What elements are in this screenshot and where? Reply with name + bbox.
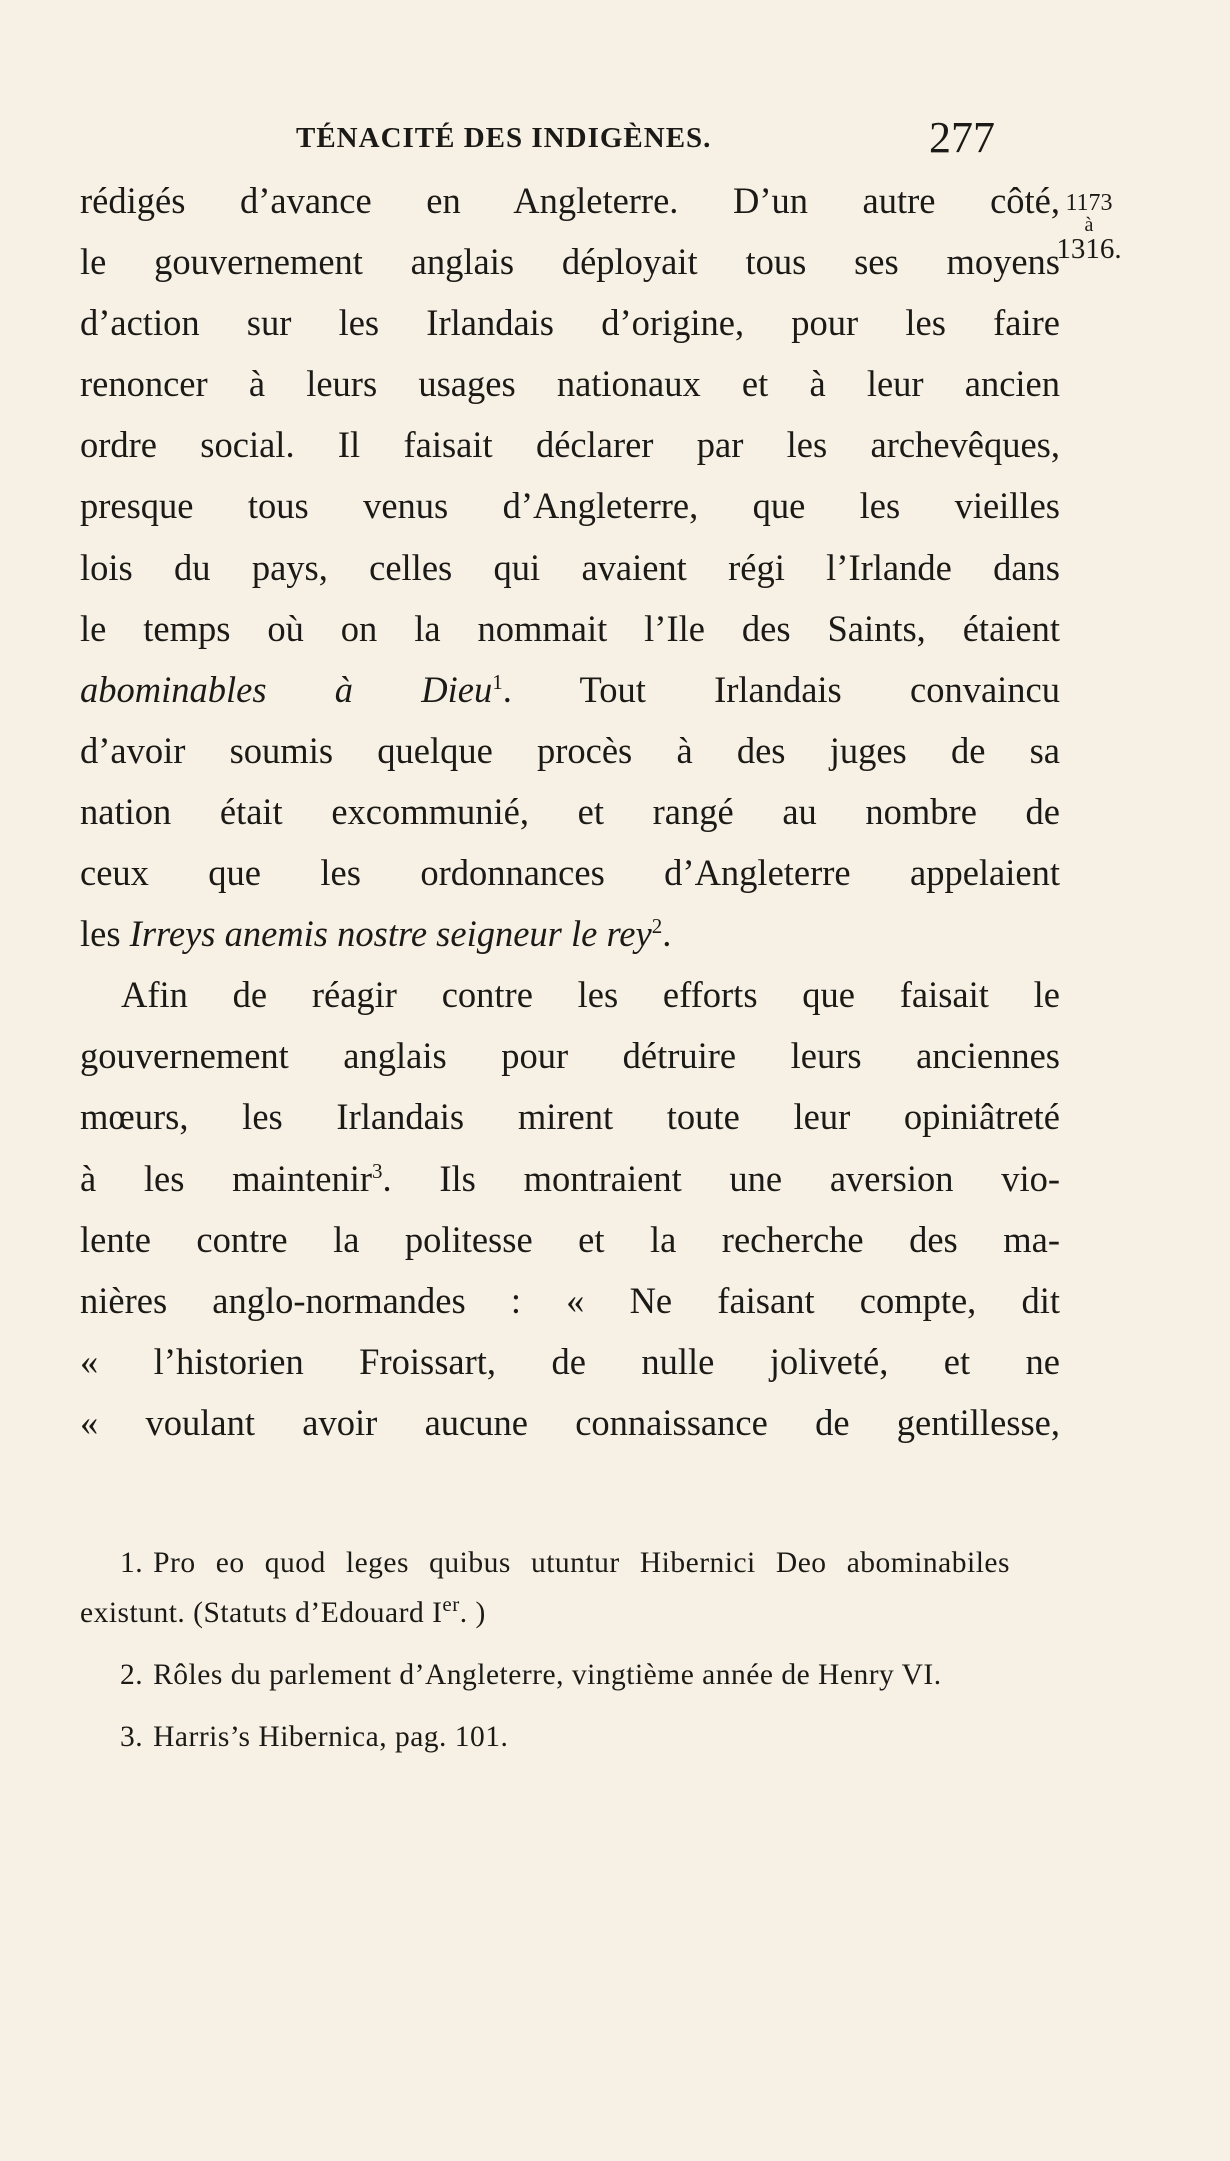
text-line: Afin de réagir contre les efforts que faisait le bbox=[121, 974, 1060, 1016]
footnote-ref: 1 bbox=[492, 669, 503, 694]
footnote-number: 3. bbox=[120, 1721, 144, 1753]
text-line: gouvernement anglais pour détruire leurs anciennes bbox=[80, 1035, 1060, 1077]
text-line bbox=[80, 659, 1060, 720]
line-rest: . Ils montraient une aversion vio- bbox=[382, 1157, 1060, 1199]
footnote-ref: 2 bbox=[651, 913, 663, 938]
text-line: renoncer à leurs usages nationaux et à leur ancien bbox=[80, 363, 1060, 405]
text-line: lois du pays, celles qui avaient régi l’Irlande dans bbox=[80, 546, 1060, 588]
text-line bbox=[80, 1148, 1060, 1209]
body-text bbox=[80, 170, 1060, 1453]
text-line: mœurs, les Irlandais mirent toute leur opiniâtreté bbox=[80, 1096, 1060, 1138]
text-line: presque tous venus d’Angleterre, que les vieilles bbox=[80, 485, 1060, 527]
text-line: le temps où on la nommait l’Ile des Saints, étaient bbox=[80, 607, 1060, 649]
text-line: nation était excommunié, et rangé au nombre de bbox=[80, 790, 1060, 832]
text-line: le gouvernement anglais déployait tous ses moyens bbox=[80, 241, 1060, 283]
margin-start-year: 1173 bbox=[1065, 190, 1113, 216]
text-line: ordre social. Il faisait déclarer par les archevêques, bbox=[80, 424, 1060, 466]
italic-phrase: abominables à Dieu bbox=[80, 668, 493, 710]
line-rest: . Tout Irlandais convaincu bbox=[502, 668, 1060, 710]
text-line: « l’historien Froissart, de nulle joliveté, et ne bbox=[80, 1340, 1060, 1382]
footnote-3 bbox=[80, 1712, 1010, 1762]
text-line bbox=[80, 903, 1060, 964]
footnote-ref: 3 bbox=[372, 1158, 383, 1183]
margin-end-year: 1316. bbox=[1056, 233, 1122, 266]
text-line: « voulant avoir aucune connaissance de gentillesse, bbox=[80, 1401, 1060, 1443]
margin-connector: à bbox=[1084, 214, 1094, 237]
footnotes bbox=[80, 1538, 1010, 1774]
footnote-text: Harris’s Hibernica, pag. 101. bbox=[153, 1721, 509, 1753]
running-head bbox=[80, 108, 1080, 168]
text-line: nières anglo-normandes : « Ne faisant compte, dit bbox=[80, 1279, 1060, 1321]
footnote-1 bbox=[80, 1538, 1010, 1638]
text-line: ceux que les ordonnances d’Angleterre appelaient bbox=[80, 852, 1060, 894]
footnote-text: Pro eo quod leges quibus utuntur Hibernici Deo abominabiles existunt. (Statuts d’Edouard I bbox=[80, 1547, 1010, 1629]
line-pre: à les maintenir bbox=[80, 1157, 373, 1199]
running-title: TÉNACITÉ DES INDIGÈNES. bbox=[296, 122, 712, 154]
text-line: lente contre la politesse et la recherche des ma- bbox=[80, 1218, 1060, 1260]
italic-phrase: Irreys anemis nostre seigneur le rey bbox=[129, 913, 652, 955]
footnote-after: . ) bbox=[459, 1597, 486, 1629]
footnote-text: Rôles du parlement d’Angleterre, vingtième année de Henry VI. bbox=[153, 1659, 942, 1691]
page-number: 277 bbox=[929, 113, 995, 162]
text-line: rédigés d’avance en Angleterre. D’un autre côté, bbox=[80, 180, 1060, 221]
footnote-number: 2. bbox=[120, 1659, 144, 1691]
text-line: d’action sur les Irlandais d’origine, pour les faire bbox=[80, 302, 1060, 344]
line-rest: . bbox=[662, 913, 672, 955]
footnote-sup: er bbox=[442, 1592, 460, 1617]
footnote-2 bbox=[80, 1650, 1010, 1700]
footnote-number: 1. bbox=[120, 1547, 144, 1579]
text-line: d’avoir soumis quelque procès à des juges de sa bbox=[80, 729, 1060, 771]
line-pre: les bbox=[80, 913, 130, 955]
